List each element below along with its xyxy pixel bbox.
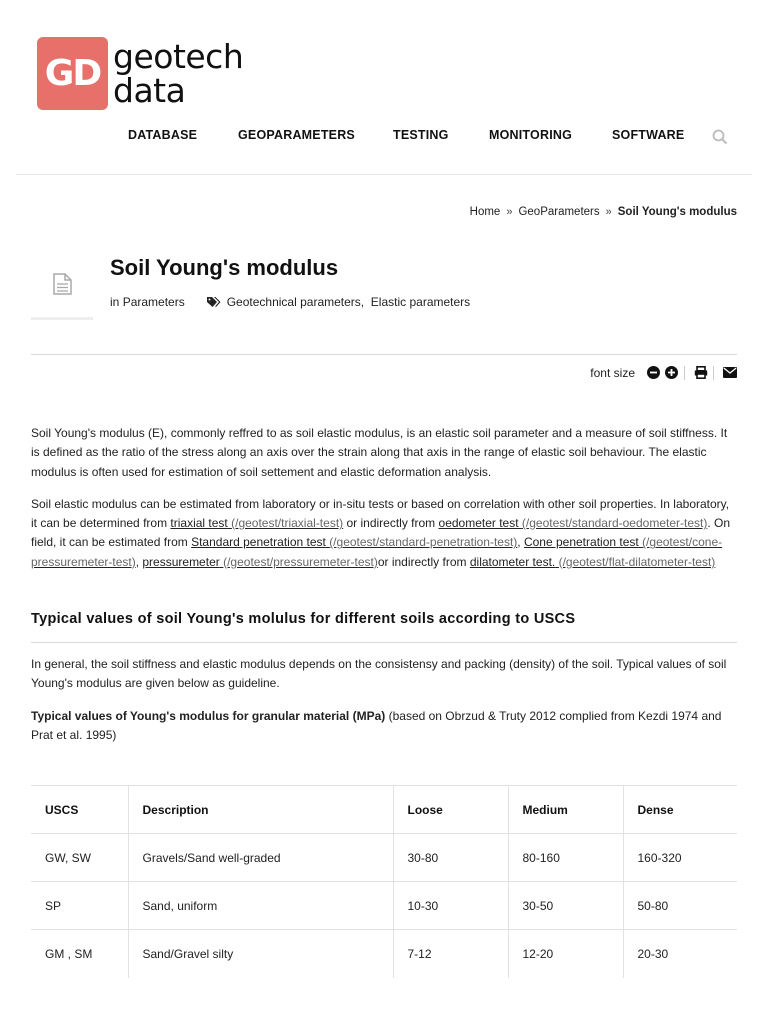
text: or indirectly from (343, 516, 439, 531)
cell-medium: 80-160 (508, 834, 623, 882)
cell-uscs: GW, SW (31, 834, 128, 882)
article-divider (31, 354, 737, 355)
email-button[interactable] (722, 365, 737, 380)
breadcrumb (470, 206, 737, 218)
tools-divider (713, 366, 714, 380)
main-nav (0, 128, 768, 148)
breadcrumb-current: Soil Young's modulus (617, 206, 737, 218)
paragraph-intro: Soil Young's modulus (E), commonly reffred to as soil elastic modulus, is an elastic soil parameter and a measure of soil stiffness. It is defined as the ratio of the stress along an axis over the strain along that axis in the range of elastic soil behaviour. The elastic modulus is often used for estimation of soil settement and elastic deformation analysis. (31, 426, 728, 479)
cell-loose: 10-30 (393, 882, 508, 930)
cell-description: Sand/Gravel silty (128, 930, 393, 978)
document-icon (31, 248, 93, 318)
cell-description: Sand, uniform (128, 882, 393, 930)
cell-dense: 160-320 (623, 834, 737, 882)
print-button[interactable] (693, 365, 708, 380)
header-loose: Loose (393, 786, 508, 834)
table-row (31, 882, 737, 930)
table-row (31, 834, 737, 882)
nav-item-geoparameters[interactable]: GEOPARAMETERS (238, 128, 355, 142)
category-link[interactable]: Parameters (122, 295, 185, 309)
cell-uscs: SP (31, 882, 128, 930)
category-prefix: in (110, 295, 120, 309)
text: , (517, 535, 524, 550)
search-button[interactable] (711, 128, 729, 146)
link-pressuremeter[interactable]: pressuremeter (/geotest/pressuremeter-test) (142, 554, 378, 569)
logo-line-1: geotech (113, 36, 244, 76)
caption-bold: Typical values of Young's modulus for granular material (MPa) (31, 708, 386, 723)
text: , (135, 554, 143, 569)
header-divider (16, 174, 752, 175)
cell-medium: 12-20 (508, 930, 623, 978)
search-icon (711, 128, 729, 146)
plus-circle-icon (665, 366, 678, 379)
link-standard-penetration-test[interactable]: Standard penetration test (/geotest/standard-penetration-test) (191, 535, 518, 550)
article-tools (590, 365, 737, 380)
nav-item-database[interactable]: DATABASE (128, 128, 198, 142)
article-body (31, 424, 737, 585)
nav-item-testing[interactable]: TESTING (393, 128, 449, 142)
section-divider (31, 642, 737, 643)
breadcrumb-geoparameters[interactable]: GeoParameters (518, 206, 600, 218)
table-header-row (31, 786, 737, 834)
article-format-box (31, 248, 93, 320)
cell-loose: 7-12 (393, 930, 508, 978)
text: Soil elastic modulus can be estimated from laboratory or in-situ tests or based on correlation with other soil properties. In laboratory, it can be determined from (31, 496, 730, 531)
breadcrumb-separator: » (605, 206, 612, 218)
nav-item-software[interactable]: SOFTWARE (612, 128, 685, 142)
logo-mark: GD (37, 37, 108, 110)
link-dilatometer-test[interactable]: dilatometer test. (/geotest/flat-dilatometer-test) (469, 554, 716, 569)
logo-line-2: data (113, 70, 186, 110)
increase-font-button[interactable] (664, 365, 679, 380)
header-dense: Dense (623, 786, 737, 834)
caption-source: (based on Obrzud & Truty 2012 complied from Kezdi 1974 and Prat et al. 1995) (31, 708, 722, 742)
table-row (31, 930, 737, 978)
section-heading: Typical values of soil Young's molulus for different soils according to USCS (31, 611, 576, 627)
print-icon (694, 366, 708, 379)
cell-uscs: GM , SM (31, 930, 128, 978)
cell-dense: 50-80 (623, 882, 737, 930)
logo-wordmark (113, 36, 244, 110)
site-logo[interactable] (37, 37, 243, 110)
header-uscs: USCS (31, 786, 128, 834)
nav-item-monitoring[interactable]: MONITORING (489, 128, 573, 142)
page-title: Soil Young's modulus (110, 255, 339, 280)
link-cone-penetration-test[interactable]: Cone penetration test (/geotest/cone-pressuremeter-test) (31, 535, 723, 569)
cell-dense: 20-30 (623, 930, 737, 978)
header-description: Description (128, 786, 393, 834)
breadcrumb-home[interactable]: Home (469, 206, 501, 218)
paragraph-general: In general, the soil stiffness and elastic modulus depends on the consistensy and packing (density) of the soil. Typical values of soil Young's modulus are given below as guideline. (31, 657, 727, 691)
link-triaxial-test[interactable]: triaxial test (/geotest/triaxial-test) (170, 516, 344, 531)
text: or indirectly from (377, 554, 470, 569)
font-size-label: font size (590, 365, 635, 380)
tag-elastic-parameters[interactable]: Elastic parameters (370, 295, 471, 309)
paragraph-table-caption (31, 707, 737, 746)
youngs-modulus-table (31, 785, 737, 978)
email-icon (723, 367, 737, 378)
tag-geotechnical-parameters[interactable]: Geotechnical parameters, (226, 295, 365, 309)
article-meta (110, 295, 470, 309)
text: . On field, it can be estimated from (31, 516, 731, 550)
tags-icon (207, 297, 221, 308)
section-body (31, 655, 737, 758)
cell-medium: 30-50 (508, 882, 623, 930)
minus-circle-icon (647, 366, 660, 379)
breadcrumb-separator: » (506, 206, 513, 218)
paragraph-estimation (31, 495, 737, 572)
cell-description: Gravels/Sand well-graded (128, 834, 393, 882)
decrease-font-button[interactable] (646, 365, 661, 380)
cell-loose: 30-80 (393, 834, 508, 882)
link-oedometer-test[interactable]: oedometer test (/geotest/standard-oedometer-test) (438, 516, 708, 531)
header-medium: Medium (508, 786, 623, 834)
tools-divider (684, 366, 685, 380)
